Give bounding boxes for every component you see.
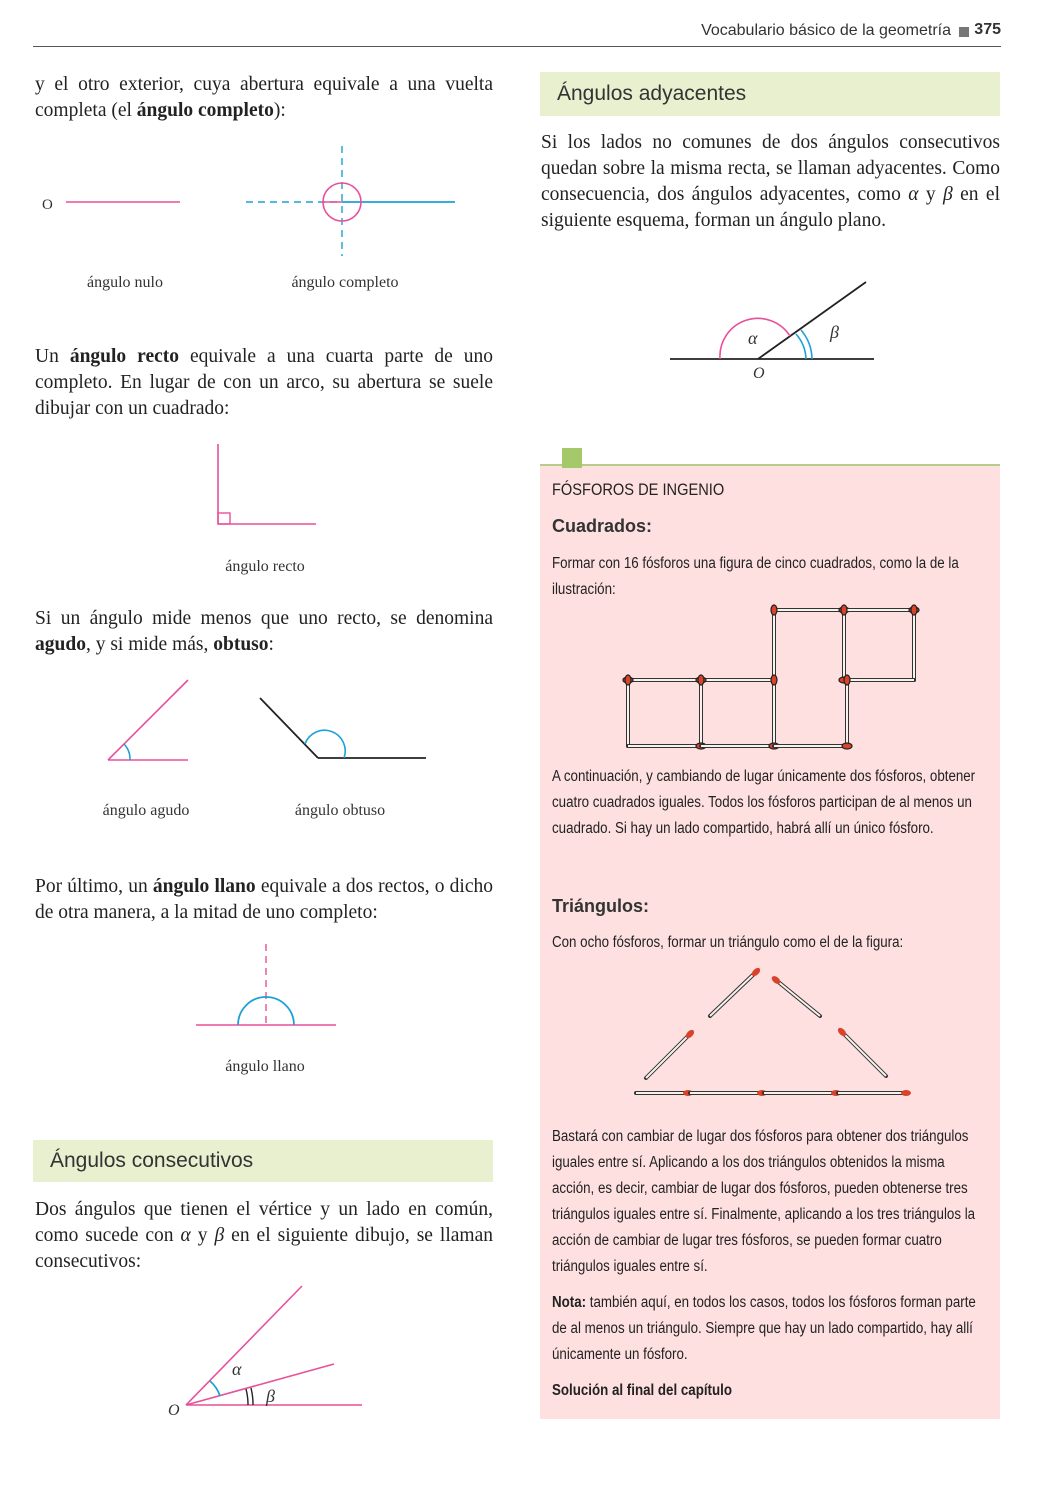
text: Dos ángulos que tienen el vértice y un lado en común, como sucede con — [35, 1199, 493, 1246]
text: equivale a dos rectos, o dicho de otra manera, a la mitad de uno completo: — [35, 876, 493, 923]
consec-alpha-label: α — [232, 1359, 242, 1379]
term-angulo-recto: ángulo recto — [69, 346, 180, 367]
matchstick — [690, 1090, 767, 1096]
consec-o-label: O — [168, 1402, 180, 1419]
text-cuadrados-1: Formar con 16 fósforos una figura de cinco cuadrados, como la de la ilustración: — [552, 555, 959, 598]
term-obtuso: obtuso — [213, 634, 269, 655]
matchstick — [710, 966, 762, 1016]
caption-angulo-agudo: ángulo agudo — [102, 802, 190, 819]
beta-symbol: β — [214, 1225, 225, 1246]
text: en el siguiente esquema, forman un ángulo plano. — [541, 184, 1001, 231]
text: en el siguiente dibujo, se llaman consecutivos: — [35, 1225, 493, 1272]
caption-angulo-completo: ángulo completo — [291, 274, 399, 291]
text: y — [918, 184, 944, 205]
heading-cuadrados: Cuadrados: — [552, 516, 653, 536]
section-heading-consecutivos: Ángulos consecutivos — [33, 1140, 493, 1182]
running-header-title: Vocabulario básico de la geometría — [701, 22, 951, 39]
caption-angulo-nulo: ángulo nulo — [87, 274, 163, 291]
caption-angulo-recto: ángulo recto — [225, 558, 305, 575]
alpha-symbol: α — [180, 1225, 191, 1246]
beta-symbol: β — [943, 184, 953, 205]
nota-paragraph — [552, 1290, 986, 1368]
solution-note: Solución al final del capítulo — [552, 1382, 732, 1399]
text: : — [268, 634, 274, 655]
consec-beta-label: β — [266, 1386, 275, 1406]
heading-triangulos: Triángulos: — [552, 896, 650, 916]
term-angulo-completo: ángulo completo — [136, 100, 274, 121]
page-number: 375 — [974, 21, 1001, 38]
matchstick — [770, 975, 820, 1016]
adyac-beta-label: β — [830, 322, 839, 342]
nulo-origin-label: O — [42, 197, 53, 213]
text-cuadrados-2: A continuación, y cambiando de lugar únicamente dos fósforos, obtener cuatro cuadrados iguales. Todos los fósforos participan de al menos un cuadrado. Si hay un lado compartido, habrá allí un único fósforo. — [552, 768, 976, 837]
alpha-symbol: α — [908, 184, 919, 205]
puzzle-box-title: FÓSFOROS DE INGENIO — [552, 480, 725, 499]
text: Si un ángulo mide menos que uno recto, se denomina — [35, 608, 493, 629]
text: Un — [35, 346, 70, 367]
matchstick — [636, 1090, 693, 1096]
text: ): — [273, 100, 286, 121]
text-triangulos-1: Con ocho fósforos, formar un triángulo como el de la figura: — [552, 934, 904, 951]
matchstick — [646, 1028, 696, 1078]
term-angulo-llano: ángulo llano — [152, 876, 256, 897]
text: Por último, un — [35, 876, 153, 897]
nota-label: Nota: — [552, 1294, 587, 1311]
caption-angulo-llano: ángulo llano — [225, 1058, 305, 1075]
text-triangulos-2: Bastará con cambiar de lugar dos fósforos para obtener dos triángulos iguales entre sí. Aplicando a los dos triángulos obtenidos la misma acción, es decir, cambiar de lugar dos fósforos, pueden obtenerse tres triángulos iguales entre sí. Finalmente, aplicando a los tres triángulos la acción de cambiar de lugar tres fósforos, se pueden formar cuatro triángulos iguales entre sí. — [552, 1128, 976, 1275]
matchstick — [838, 1090, 911, 1096]
adyac-o-label: O — [753, 365, 765, 382]
text: y — [190, 1225, 215, 1246]
matchstick — [836, 1026, 886, 1076]
text: y el otro exterior, cuya abertura equivale a una vuelta completa (el — [35, 74, 493, 121]
nota-text: también aquí, en todos los casos, todos los fósforos forman parte de al menos un triángulo. Siempre que hay un lado compartido, hay allí únicamente un fósforo. — [552, 1294, 976, 1363]
caption-angulo-obtuso: ángulo obtuso — [294, 802, 386, 819]
matchstick — [764, 1090, 841, 1096]
term-agudo: agudo — [35, 634, 86, 655]
text: , y si mide más, — [85, 634, 214, 655]
text: Si los lados no comunes de dos ángulos consecutivos quedan sobre la misma recta, se llaman adyacentes. Como consecuencia, dos ángulos adyacentes, como — [541, 132, 1000, 205]
adyac-alpha-label: α — [748, 328, 758, 348]
section-heading-adyacentes: Ángulos adyacentes — [540, 72, 1000, 116]
text: equivale a una cuarta parte de uno completo. En lugar de con un arco, su abertura se suele dibujar con un cuadrado: — [35, 346, 493, 419]
